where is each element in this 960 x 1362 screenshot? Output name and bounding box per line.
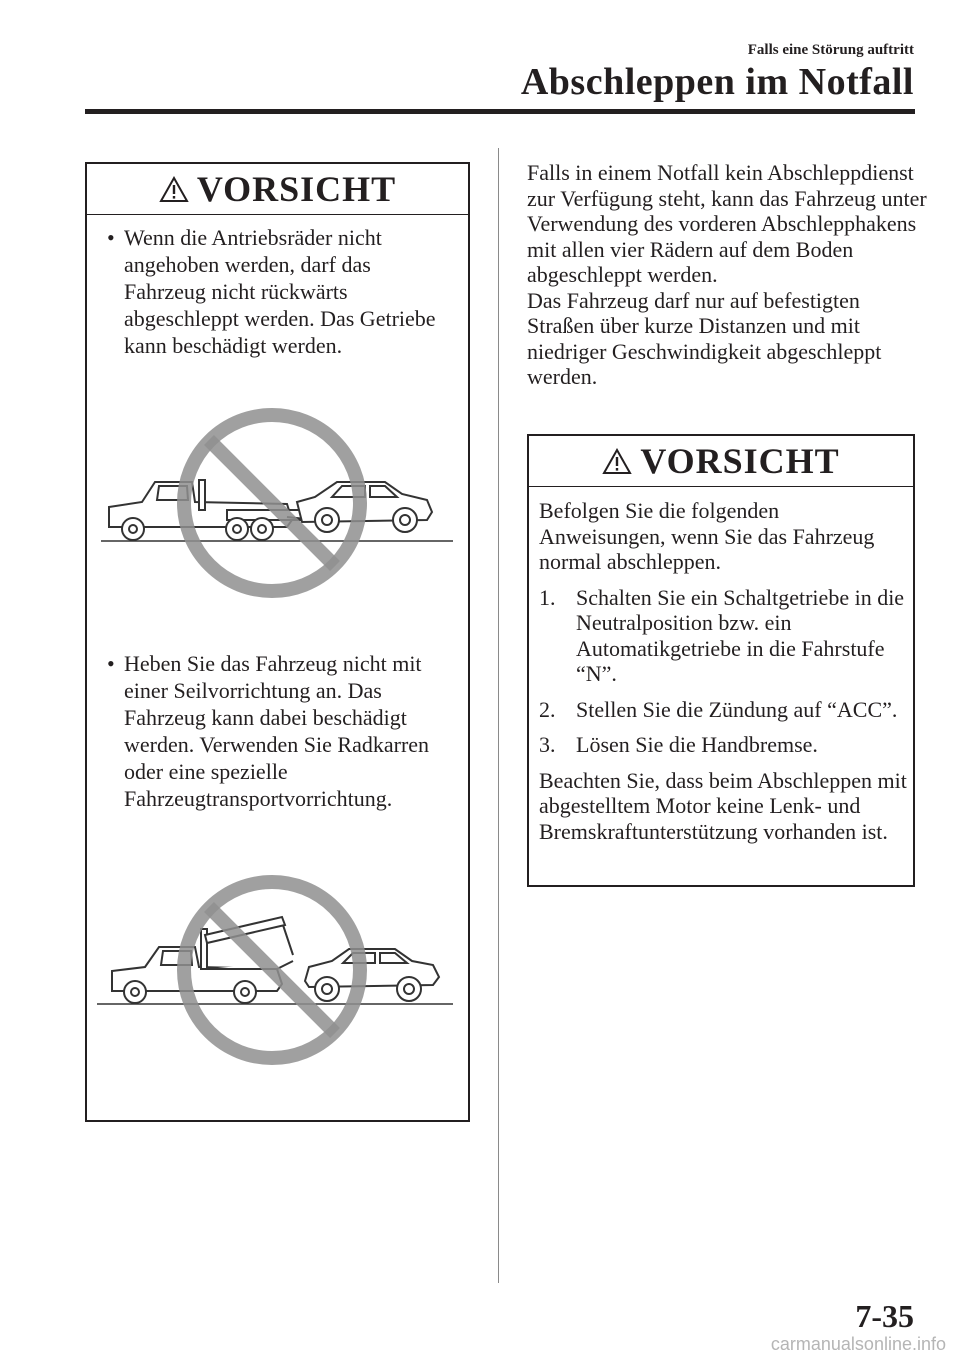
caution-note: Beachten Sie, dass beim Abschleppen mit abgestelltem Motor keine Lenk- und Bremskraftunterstützung vorhanden ist. bbox=[539, 767, 907, 844]
prohibited-sling-tow-illustration bbox=[87, 869, 468, 1069]
caution-box-right bbox=[527, 434, 915, 887]
header-section-label: Falls eine Störung auftritt bbox=[747, 42, 914, 58]
caution-header bbox=[529, 436, 913, 487]
step-text: Lösen Sie die Handbremse. bbox=[576, 732, 818, 757]
warning-triangle-icon bbox=[602, 448, 632, 475]
caution-content bbox=[539, 498, 909, 844]
step-text: Stellen Sie die Zündung auf “ACC”. bbox=[576, 696, 898, 722]
prohibited-wheel-lift-tow-illustration bbox=[87, 402, 468, 602]
towed-car bbox=[305, 949, 439, 1001]
step-number: 2. bbox=[539, 696, 556, 722]
caution-title: VORSICHT bbox=[196, 169, 397, 209]
column-divider bbox=[498, 148, 499, 1283]
body-text bbox=[527, 160, 927, 390]
warning-triangle-icon bbox=[159, 176, 189, 203]
caution-header bbox=[87, 164, 468, 215]
step-number: 1. bbox=[539, 584, 556, 610]
step-number: 3. bbox=[539, 732, 556, 757]
bullet-dot: • bbox=[107, 225, 115, 250]
bullet-dot: • bbox=[107, 651, 115, 676]
caution-step bbox=[539, 585, 909, 687]
caution-title: VORSICHT bbox=[640, 441, 840, 481]
caution-step bbox=[539, 732, 909, 758]
header-rule bbox=[85, 109, 915, 114]
page-number: 7-35 bbox=[855, 1298, 914, 1334]
step-text: Schalten Sie ein Schaltgetriebe in die Neutralposition bzw. ein Automatikgetriebe in die Fahrstufe “N”. bbox=[576, 584, 905, 686]
bullet-text: Wenn die Antriebsräder nicht angehoben werden, darf das Fahrzeug nicht rückwärts abgeschleppt werden. Das Getriebe kann beschädigt werden. bbox=[124, 225, 436, 358]
body-paragraph: Das Fahrzeug darf nur auf befestigten Straßen über kurze Distanzen und mit niedriger Geschwindigkeit abgeschleppt werden. bbox=[527, 287, 882, 389]
caution-step bbox=[539, 697, 909, 723]
watermark: carmanualsonline.info bbox=[770, 1334, 946, 1354]
caution-box-left bbox=[85, 162, 470, 1122]
body-paragraph: Falls in einem Notfall kein Abschleppdienst zur Verfügung steht, kann das Fahrzeug unter Verwendung des vorderen Abschlepphakens mit allen vier Rädern auf dem Boden abgeschleppt werden. bbox=[527, 160, 927, 287]
caution-bullet bbox=[107, 650, 457, 812]
page-title: Abschleppen im Notfall bbox=[520, 61, 914, 103]
caution-bullet bbox=[107, 224, 457, 359]
bullet-text: Heben Sie das Fahrzeug nicht mit einer Seilvorrichtung an. Das Fahrzeug kann dabei beschädigt werden. Verwenden Sie Radkarren oder eine spezielle Fahrzeugtransportvorrichtung. bbox=[124, 651, 430, 811]
caution-intro: Befolgen Sie die folgenden Anweisungen, wenn Sie das Fahrzeug normal abschleppen. bbox=[539, 498, 875, 574]
